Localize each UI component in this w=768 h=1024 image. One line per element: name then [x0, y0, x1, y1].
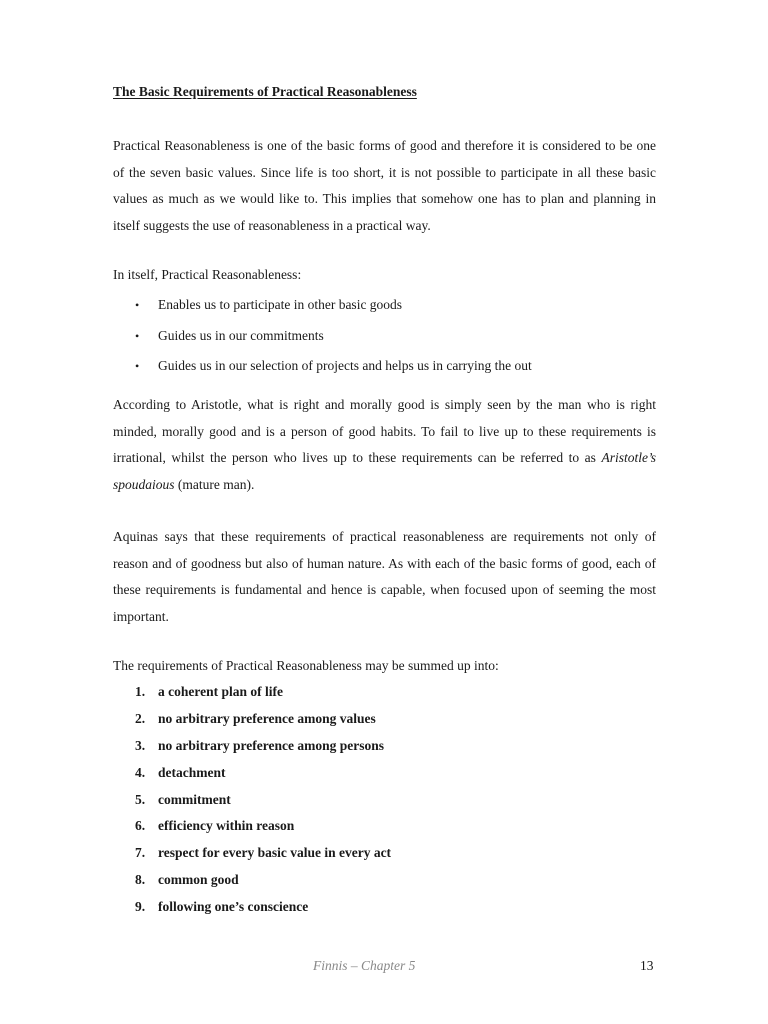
requirement-text: respect for every basic value in every act: [158, 845, 392, 861]
requirement-number: 4.: [135, 764, 146, 780]
requirement-number: 9.: [135, 899, 146, 915]
bullet-list: [113, 295, 656, 376]
requirement-number: 7.: [135, 845, 146, 861]
requirement-item: [113, 682, 656, 702]
requirement-item: [113, 843, 656, 863]
bullet-icon: •: [135, 298, 140, 312]
requirement-number: 1.: [135, 684, 146, 699]
bullet-text: Enables us to participate in other basic goods: [158, 297, 403, 312]
bullet-icon: •: [135, 328, 140, 343]
aquinas-paragraph: Aquinas says that these requirements of practical reasonableness are requirements not only of reason and of goodness but also of human nature. As with each of the basic forms of good, each of these requirements is fundamental and hence is capable, when focused upon of seeming the most important.: [113, 529, 656, 624]
requirement-item: [113, 790, 656, 810]
requirement-text: commitment: [158, 791, 231, 807]
intro-paragraph: Practical Reasonableness is one of the basic forms of good and therefore it is considered to be one of the seven basic values. Since life is too short, it is not possible to participate in all these basic values as much as we would like to. This implies that somehow one has to plan and planning in itself suggests the use of reasonableness in a practical way.: [113, 138, 656, 233]
requirement-text: common good: [158, 872, 239, 888]
bullet-text: Guides us in our commitments: [158, 327, 324, 343]
bullet-item: [113, 326, 656, 346]
aristotle-paragraph: [113, 392, 656, 498]
requirement-text: a coherent plan of life: [158, 684, 283, 699]
requirement-number: 2.: [135, 710, 146, 726]
footer-chapter: Finnis – Chapter 5: [313, 958, 416, 973]
bullet-item: [113, 295, 656, 315]
page-title: The Basic Requirements of Practical Reasonableness: [113, 84, 417, 99]
page-number: 13: [640, 958, 654, 973]
in-itself-label: In itself, Practical Reasonableness:: [113, 267, 302, 282]
page-footer: [0, 958, 768, 980]
aristotle-text: According to Aristotle, what is right and morally good is simply seen by the man who is right minded, morally good and is a person of good habits. To fail to live up to these requirements is irrational, whilst the person who lives up to these requirements can be referred to as: [113, 397, 656, 465]
requirement-text: no arbitrary preference among values: [158, 710, 376, 726]
document-page: [113, 80, 656, 924]
requirement-text: no arbitrary preference among persons: [158, 737, 384, 753]
requirement-item: [113, 763, 656, 783]
aristotle-text-end: (mature man).: [174, 476, 255, 492]
bullet-icon: •: [135, 359, 140, 373]
bullet-text: Guides us in our selection of projects and helps us in carrying the out: [158, 358, 532, 373]
aristotle-italic-term: Aristotle’s spoudaious: [113, 450, 656, 492]
requirement-text: following one’s conscience: [158, 899, 309, 915]
requirement-item: [113, 897, 656, 917]
requirement-number: 6.: [135, 818, 146, 834]
requirement-number: 8.: [135, 872, 146, 888]
requirement-item: [113, 816, 656, 836]
requirement-text: detachment: [158, 764, 226, 780]
requirements-list: [113, 682, 656, 917]
bullet-item: [113, 356, 656, 376]
requirement-item: [113, 709, 656, 729]
requirement-number: 3.: [135, 737, 146, 753]
summed-up-label: The requirements of Practical Reasonableness may be summed up into:: [113, 658, 499, 673]
requirement-number: 5.: [135, 791, 146, 807]
requirement-item: [113, 736, 656, 756]
requirement-text: efficiency within reason: [158, 818, 295, 834]
requirement-item: [113, 870, 656, 890]
